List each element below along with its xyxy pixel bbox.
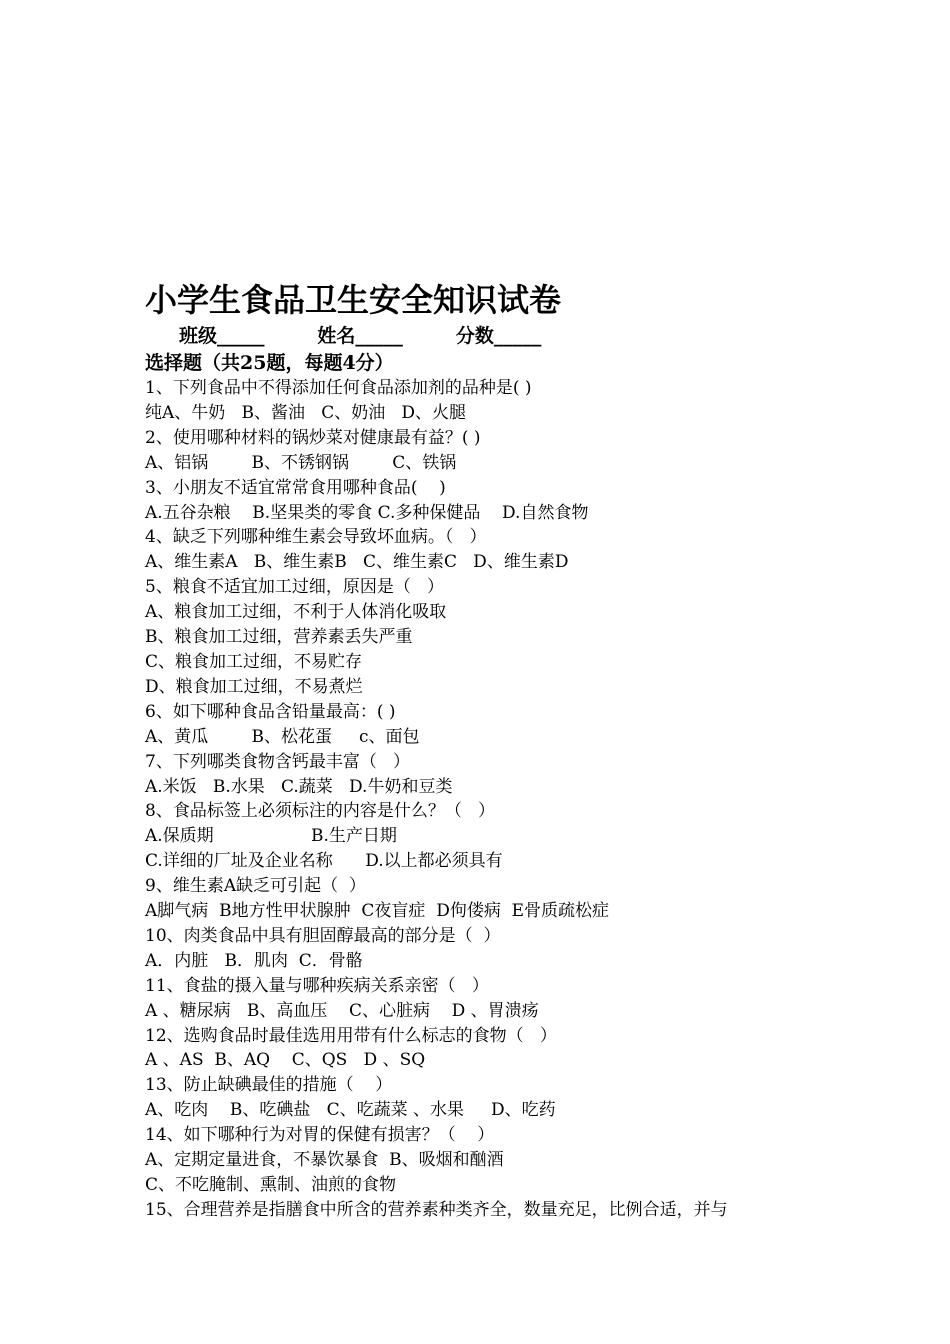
- question-line: 4、缺乏下列哪种维生素会导致坏血病。（ ）: [145, 527, 487, 548]
- question-line: D、粮食加工过细，不易煮烂: [145, 676, 363, 697]
- question-line: A、吃肉 B、吃碘盐 C、吃蔬菜 、水果 D、吃药: [145, 1100, 556, 1121]
- question-line: A.五谷杂粮 B.坚果类的零食 C.多种保健品 D.自然食物: [145, 502, 589, 523]
- question-line: 15、合理营养是指膳食中所含的营养素种类齐全，数量充足，比例合适，并与: [145, 1199, 728, 1220]
- question-line: A脚气病 B地方性甲状腺肿 C夜盲症 D佝偻病 E骨质疏松症: [145, 901, 610, 922]
- question-line: A、粮食加工过细，不利于人体消化吸取: [145, 602, 447, 623]
- question-line: 7、下列哪类食物含钙最丰富（ ）: [145, 751, 411, 772]
- question-line: C.详细的厂址及企业名称 D.以上都必须具有: [145, 851, 503, 872]
- question-line: A、维生素A B、维生素B C、维生素C D、维生素D: [145, 552, 569, 573]
- question-line: 5、粮食不适宜加工过细，原因是（ ）: [145, 577, 445, 598]
- question-line: 6、如下哪种食品含铅量最高：( ): [145, 701, 396, 722]
- question-line: C、粮食加工过细，不易贮存: [145, 651, 363, 672]
- section-heading: 选择题（共25题，每题4分）: [145, 352, 394, 374]
- question-line: A、黄瓜 B、松花蛋 c、面包: [145, 726, 420, 747]
- question-line: 8、食品标签上必须标注的内容是什么？（ ）: [145, 801, 496, 822]
- question-line: A.米饭 B.水果 C.蔬菜 D.牛奶和豆类: [145, 776, 453, 797]
- question-line: B、粮食加工过细，营养素丢失严重: [145, 627, 413, 648]
- question-line: 12、选购食品时最佳选用用带有什么标志的食物（ ）: [145, 1025, 557, 1046]
- document-page: [145, 278, 845, 1223]
- student-info-row: 班级_____ 姓名_____ 分数_____: [179, 325, 542, 347]
- question-line: A．内脏 B．肌肉 C．骨骼: [145, 950, 363, 971]
- document-title: 小学生食品卫生安全知识试卷: [145, 281, 562, 319]
- question-list: [145, 376, 845, 1223]
- question-line: A 、糖尿病 B、高血压 C、心脏病 D 、胃溃疡: [145, 1000, 539, 1021]
- question-line: 9、维生素A缺乏可引起（ ）: [145, 876, 366, 897]
- question-line: A.保质期 B.生产日期: [145, 826, 397, 847]
- question-line: 11、食盐的摄入量与哪种疾病关系亲密（ ）: [145, 975, 489, 996]
- question-line: 14、如下哪种行为对胃的保健有损害？（ ）: [145, 1125, 495, 1146]
- question-line: A、铝锅 B、不锈钢锅 C、铁锅: [145, 452, 457, 473]
- question-line: 10、肉类食品中具有胆固醇最高的部分是（ ）: [145, 925, 501, 946]
- question-line: 13、防止缺碘最佳的措施（ ）: [145, 1075, 393, 1096]
- question-line: A 、AS B、AQ C、QS D 、SQ: [145, 1050, 426, 1071]
- question-line: 3、小朋友不适宜常常食用哪种食品( ): [145, 477, 446, 498]
- question-line: 2、使用哪种材料的锅炒菜对健康最有益？( ): [145, 427, 481, 448]
- question-line: C、不吃腌制、熏制、油煎的食物: [145, 1175, 397, 1195]
- question-line: A、定期定量进食，不暴饮暴食 B、吸烟和酗酒: [145, 1150, 504, 1171]
- question-line: 纯A、牛奶 B、酱油 C、奶油 D、火腿: [145, 402, 467, 423]
- question-line: 1、下列食品中不得添加任何食品添加剂的品种是( ): [145, 378, 532, 398]
